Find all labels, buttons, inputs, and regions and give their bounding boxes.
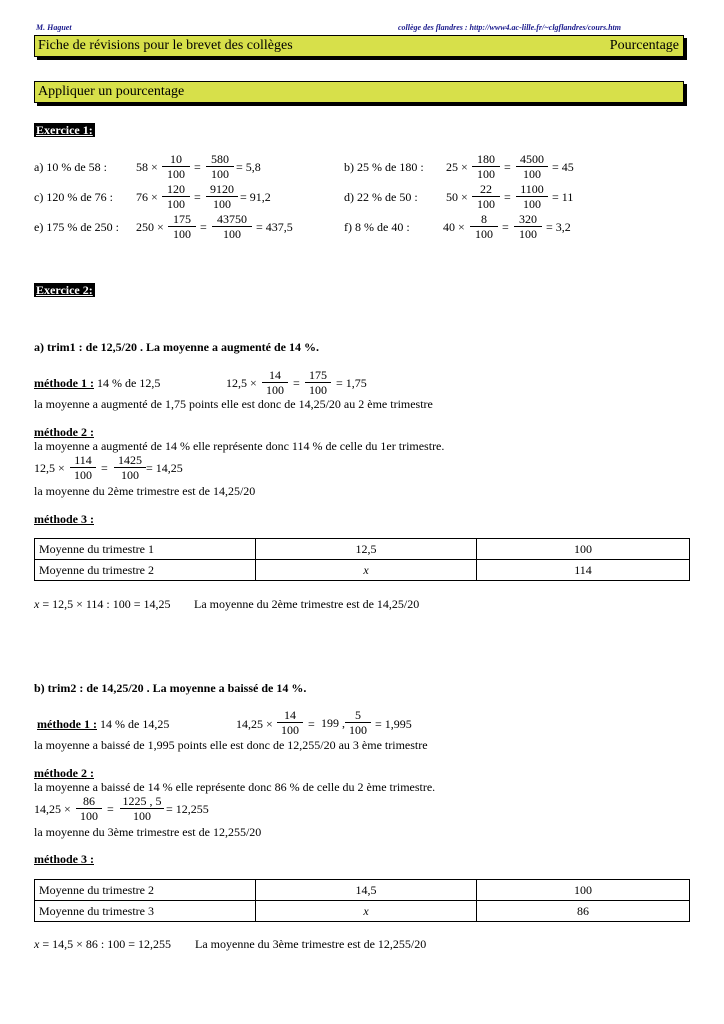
ex2-b-m1-conclusion: la moyenne a baissé de 1,995 points elle est donc de 12,255/20 au 3 ème trimestre <box>34 738 428 752</box>
ex2-a-m2-fraction-1: $\frac{114}{100}$ <box>70 453 96 482</box>
ex1-e-result: = 437,5 <box>256 220 293 234</box>
ex2-a-m3-variable: x <box>34 597 40 611</box>
author-name: M. Haguet <box>36 23 72 32</box>
table-cell: x <box>256 560 477 581</box>
ex1-a-fraction-1: $\frac{10}{100}$ <box>162 152 190 181</box>
ex2-b-m3-formula: = 14,5 × 86 : 100 = 12,255 <box>39 937 171 951</box>
ex2-a-method1-text: 14 % de 12,5 <box>94 376 161 390</box>
ex1-f-question: f) 8 % de 40 : <box>344 220 410 234</box>
ex2-a-method2-label: méthode 2 : <box>34 425 94 439</box>
ex1-b-fraction-1: $\frac{180}{100}$ <box>472 152 500 181</box>
ex2-b-m1-result: = 1,995 <box>375 717 412 731</box>
ex1-b-prefix: 25 × <box>446 160 468 174</box>
ex2-b-method1-label: méthode 1 : <box>37 717 97 731</box>
page-title: Fiche de révisions pour le brevet des collèges <box>38 38 293 53</box>
table-row <box>35 539 690 560</box>
ex1-c-prefix: 76 × <box>136 190 158 204</box>
ex2-b-m2-text: la moyenne a baissé de 14 % elle représente donc 86 % de celle du 2 ème trimestre. <box>34 780 436 794</box>
ex1-c-fraction-1: $\frac{120}{100}$ <box>162 182 190 211</box>
ex2-b-m3-variable: x <box>34 937 40 951</box>
ex2-a-method3-label: méthode 3 : <box>34 512 94 526</box>
ex1-d-fraction-2: $\frac{1100}{100}$ <box>516 182 548 211</box>
ex2-a-method1 <box>34 376 160 391</box>
ex2-a-m3-conclusion: La moyenne du 2ème trimestre est de 14,25/20 <box>194 597 420 611</box>
ex1-c-result: = 91,2 <box>240 190 271 204</box>
ex2-a-m2-conclusion: la moyenne du 2ème trimestre est de 14,25/20 <box>34 484 256 498</box>
ex2-a-m3-calculation <box>34 597 171 612</box>
table-cell: Moyenne du trimestre 1 <box>35 539 256 560</box>
ex2-a-m1-fraction-2: $\frac{175}{100}$ <box>305 368 331 397</box>
exercise-1-label: Exercice 1: <box>36 123 93 137</box>
ex2-a-m1-equals: = <box>293 376 300 390</box>
page-topic: Pourcentage <box>609 38 679 53</box>
ex2-b-heading: b) trim2 : de 14,25/20 . La moyenne a baissé de 14 %. <box>34 681 307 695</box>
ex2-b-m3-conclusion: La moyenne du 3ème trimestre est de 12,255/20 <box>195 937 427 951</box>
ex2-a-m3-formula: = 12,5 × 114 : 100 = 14,25 <box>39 597 171 611</box>
table-cell: Moyenne du trimestre 2 <box>35 880 256 901</box>
table-cell: 14,5 <box>256 880 477 901</box>
table-cell: 114 <box>477 560 690 581</box>
ex1-c-question: c) 120 % de 76 : <box>34 190 113 204</box>
ex2-b-method1 <box>37 717 169 732</box>
ex2-a-m2-prefix: 12,5 × <box>34 461 65 475</box>
ex2-a-m1-conclusion: la moyenne a augmenté de 1,75 points elle est donc de 14,25/20 au 2 ème trimestre <box>34 397 433 411</box>
table-row <box>35 901 690 922</box>
ex2-b-method2-label: méthode 2 : <box>34 766 94 780</box>
section-title: Appliquer un pourcentage <box>38 84 185 99</box>
ex2-b-method1-text: 14 % de 14,25 <box>97 717 170 731</box>
ex2-a-method1-label: méthode 1 : <box>34 376 94 390</box>
ex1-d-equals: = <box>504 190 511 204</box>
ex1-b-fraction-2: $\frac{4500}{100}$ <box>516 152 548 181</box>
ex2-b-method3-label: méthode 3 : <box>34 852 94 866</box>
ex1-e-equals: = <box>200 220 207 234</box>
ex1-b-question: b) 25 % de 180 : <box>344 160 424 174</box>
ex2-a-m2-equals: = <box>101 461 108 475</box>
ex1-a-fraction-2: $\frac{580}{100}$ <box>206 152 234 181</box>
ex2-a-m2-result: = 14,25 <box>146 461 183 475</box>
ex1-e-fraction-2: $\frac{43750}{100}$ <box>212 212 252 241</box>
table-cell: 100 <box>477 880 690 901</box>
ex1-f-result: = 3,2 <box>546 220 571 234</box>
ex2-a-m1-result: = 1,75 <box>336 376 367 390</box>
ex1-a-prefix: 58 × <box>136 160 158 174</box>
table-cell: 12,5 <box>256 539 477 560</box>
ex2-b-m2-result: = 12,255 <box>166 802 209 816</box>
ex1-f-equals: = <box>502 220 509 234</box>
ex2-b-m2-conclusion: la moyenne du 3ème trimestre est de 12,255/20 <box>34 825 262 839</box>
ex1-d-result: = 11 <box>552 190 574 204</box>
exercise-2-label: Exercice 2: <box>36 283 93 297</box>
ex2-b-m1-integer-part: 199 , <box>321 716 345 730</box>
ex2-b-m1-fraction-2: $\frac{5}{100}$ <box>345 708 371 737</box>
ex1-d-question: d) 22 % de 50 : <box>344 190 418 204</box>
table-cell: x <box>256 901 477 922</box>
ex2-b-m3-calculation <box>34 937 171 952</box>
ex1-e-prefix: 250 × <box>136 220 164 234</box>
ex2-b-m2-fraction-1: $\frac{86}{100}$ <box>76 794 102 823</box>
ex1-a-question: a) 10 % de 58 : <box>34 160 107 174</box>
ex1-a-result: = 5,8 <box>236 160 261 174</box>
ex2-a-m2-fraction-2: $\frac{1425}{100}$ <box>114 453 146 482</box>
ex2-a-m2-text: la moyenne a augmenté de 14 % elle représente donc 114 % de celle du 1er trimestre. <box>34 439 445 453</box>
ex2-a-m1-prefix: 12,5 × <box>226 376 257 390</box>
table-row <box>35 560 690 581</box>
ex1-b-result: = 45 <box>552 160 574 174</box>
ex1-c-equals: = <box>194 190 201 204</box>
ex2-b-m1-prefix: 14,25 × <box>236 717 273 731</box>
ex2-b-m2-equals: = <box>107 802 114 816</box>
table-cell: 100 <box>477 539 690 560</box>
ex2-b-m1-fraction-1: $\frac{14}{100}$ <box>277 708 303 737</box>
ex1-f-fraction-2: $\frac{320}{100}$ <box>514 212 542 241</box>
ex2-a-heading: a) trim1 : de 12,5/20 . La moyenne a augmenté de 14 %. <box>34 340 319 354</box>
table-row <box>35 880 690 901</box>
ex2-b-m1-equals: = <box>308 717 315 731</box>
ex1-e-fraction-1: $\frac{175}{100}$ <box>168 212 196 241</box>
ex1-f-prefix: 40 × <box>443 220 465 234</box>
ex2-b-m2-prefix: 14,25 × <box>34 802 71 816</box>
table-cell: Moyenne du trimestre 3 <box>35 901 256 922</box>
ex2-b-table <box>34 879 690 922</box>
table-cell: 86 <box>477 901 690 922</box>
ex2-b-m2-fraction-2: $\frac{1225 , 5}{100}$ <box>120 794 164 823</box>
ex1-b-equals: = <box>504 160 511 174</box>
ex1-d-prefix: 50 × <box>446 190 468 204</box>
ex1-a-equals: = <box>194 160 201 174</box>
ex2-a-table <box>34 538 690 581</box>
ex1-f-fraction-1: $\frac{8}{100}$ <box>470 212 498 241</box>
title-banner <box>34 35 684 57</box>
table-cell: Moyenne du trimestre 2 <box>35 560 256 581</box>
ex1-c-fraction-2: $\frac{9120}{100}$ <box>206 182 238 211</box>
ex2-a-m1-fraction-1: $\frac{14}{100}$ <box>262 368 288 397</box>
ex1-e-question: e) 175 % de 250 : <box>34 220 119 234</box>
ex1-d-fraction-1: $\frac{22}{100}$ <box>472 182 500 211</box>
section-banner <box>34 81 684 103</box>
site-url[interactable]: collège des flandres : http://www4.ac-lille.fr/~clgflandres/cours.htm <box>398 23 621 32</box>
